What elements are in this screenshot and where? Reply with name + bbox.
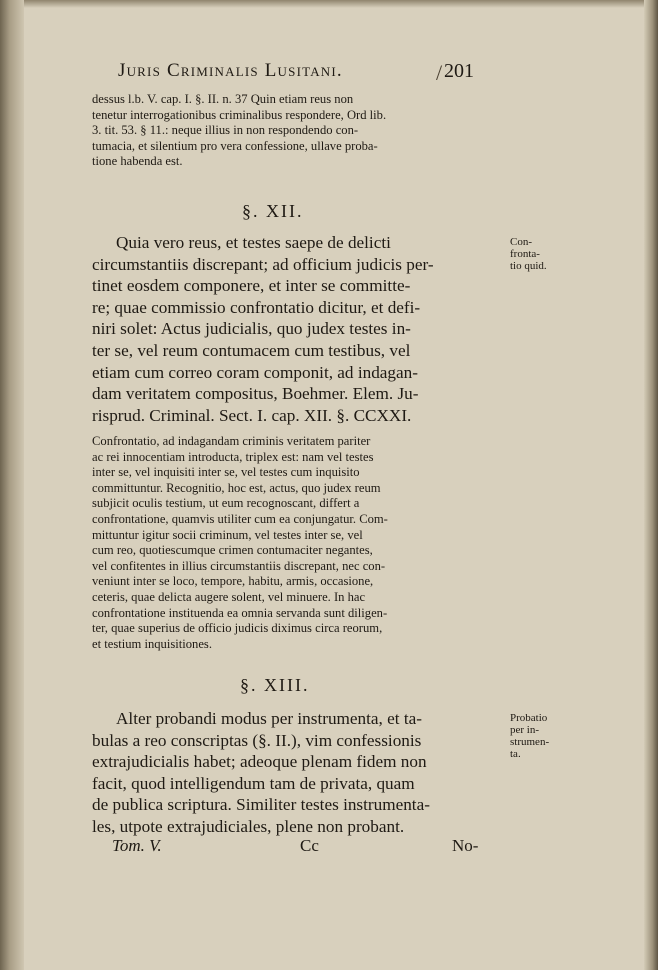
top-paragraph (92, 92, 498, 170)
text-line: subjicit oculis testium, ut eum recognoscant, differt a (92, 496, 360, 511)
text-line: Quia vero reus, et testes saepe de delicti (116, 233, 391, 252)
text-line: inter se, vel inquisiti inter se, vel testes cum inquisito (92, 465, 360, 480)
text-line: ter, quae superius de officio judicis diximus circa reorum, (92, 621, 383, 636)
catchword: No- (452, 836, 479, 855)
text-line: tenetur interrogationibus criminalibus respondere, Ord lib. (92, 107, 387, 122)
running-head (118, 60, 518, 86)
text-line: ac rei innocentiam introducta, triplex est: nam vel testes (92, 449, 374, 464)
text-line: confrontatione instituenda ea omnia servanda sunt diligen- (92, 605, 388, 620)
text-line: risprud. Criminal. Sect. I. cap. XII. §. CCXXI. (92, 405, 412, 425)
text-line: etiam cum correo coram componit, ad indagan- (92, 362, 418, 382)
margin-line: per in- (510, 724, 540, 736)
text-line: tinet eosdem componere, et inter se committe- (92, 276, 411, 296)
section-xiii-text (92, 708, 502, 838)
section-xii-text (92, 232, 502, 426)
margin-line: ta. (510, 748, 521, 760)
signature-mark: Cc (300, 836, 319, 855)
margin-line: Con- (510, 236, 532, 248)
text-line: circumstantiis discrepant; ad officium judicis per- (92, 254, 434, 274)
text-line: 3. tit. 53. § 11.: neque illius in non respondendo con- (92, 123, 359, 138)
page-top-edge (0, 0, 658, 8)
margin-line: Probatio (510, 712, 548, 724)
text-line: mittuntur igitur socii criminum, vel testes inter se, vel (92, 527, 363, 542)
section-heading-xii: §. XII. (242, 201, 304, 221)
section-heading-xiii: §. XIII. (240, 675, 310, 695)
page-right-edge (644, 0, 658, 970)
text-line: les, utpote extrajudiciales, plene non probant. (92, 816, 405, 836)
margin-line: strumen- (510, 736, 550, 748)
volume-mark: Tom. V. (112, 836, 162, 855)
footnote-confrontatio (92, 434, 498, 652)
text-line: dam veritatem compositus, Boehmer. Elem. Ju- (92, 384, 419, 404)
text-line: et testium inquisitiones. (92, 636, 212, 651)
page-gutter (0, 0, 24, 970)
page-number: 201 (444, 60, 474, 82)
text-line: facit, quod intelligendum tam de privata, quam (92, 773, 415, 793)
text-line: ceteris, quae delicta augere solent, vel minuere. In hac (92, 589, 366, 604)
text-line: vel confitentes in illius circumstantiis discrepant, nec con- (92, 558, 386, 573)
margin-line: fronta- (510, 248, 540, 260)
text-line: extrajudicialis habet; adeoque plenam fidem non (92, 752, 427, 772)
text-line: niri solet: Actus judicialis, quo judex testes in- (92, 319, 411, 339)
text-line: dessus l.b. V. cap. I. §. II. n. 37 Quin etiam reus non (92, 92, 354, 106)
handwritten-mark: / (436, 60, 443, 85)
running-head-title: Juris Criminalis Lusitani. (118, 60, 343, 81)
text-line: re; quae commissio confrontatio dicitur, et defi- (92, 297, 421, 317)
text-line: cum reo, quotiescumque crimen contumaciter negantes, (92, 543, 373, 558)
text-line: confrontatione, quamvis utiliter cum ea conjungatur. Com- (92, 511, 388, 526)
text-line: tumacia, et silentium pro vera confessione, ullave proba- (92, 138, 378, 153)
text-line: ter se, vel reum contumacem cum testibus, vel (92, 340, 411, 360)
text-line: Confrontatio, ad indagandam criminis veritatem pariter (92, 434, 371, 448)
text-line: bulas a reo conscriptas (§. II.), vim confessionis (92, 730, 422, 750)
margin-note-probatio (510, 712, 549, 760)
text-line: committuntur. Recognitio, hoc est, actus, quo judex reum (92, 480, 381, 495)
text-line: de publica scriptura. Similiter testes instrumenta- (92, 795, 430, 815)
margin-note-confrontatio (510, 236, 547, 272)
margin-line: tio quid. (510, 260, 547, 272)
text-line: tione habenda est. (92, 154, 183, 169)
text-line: veniunt inter se loco, tempore, habitu, armis, occasione, (92, 574, 374, 589)
text-line: Alter probandi modus per instrumenta, et ta- (116, 709, 422, 728)
